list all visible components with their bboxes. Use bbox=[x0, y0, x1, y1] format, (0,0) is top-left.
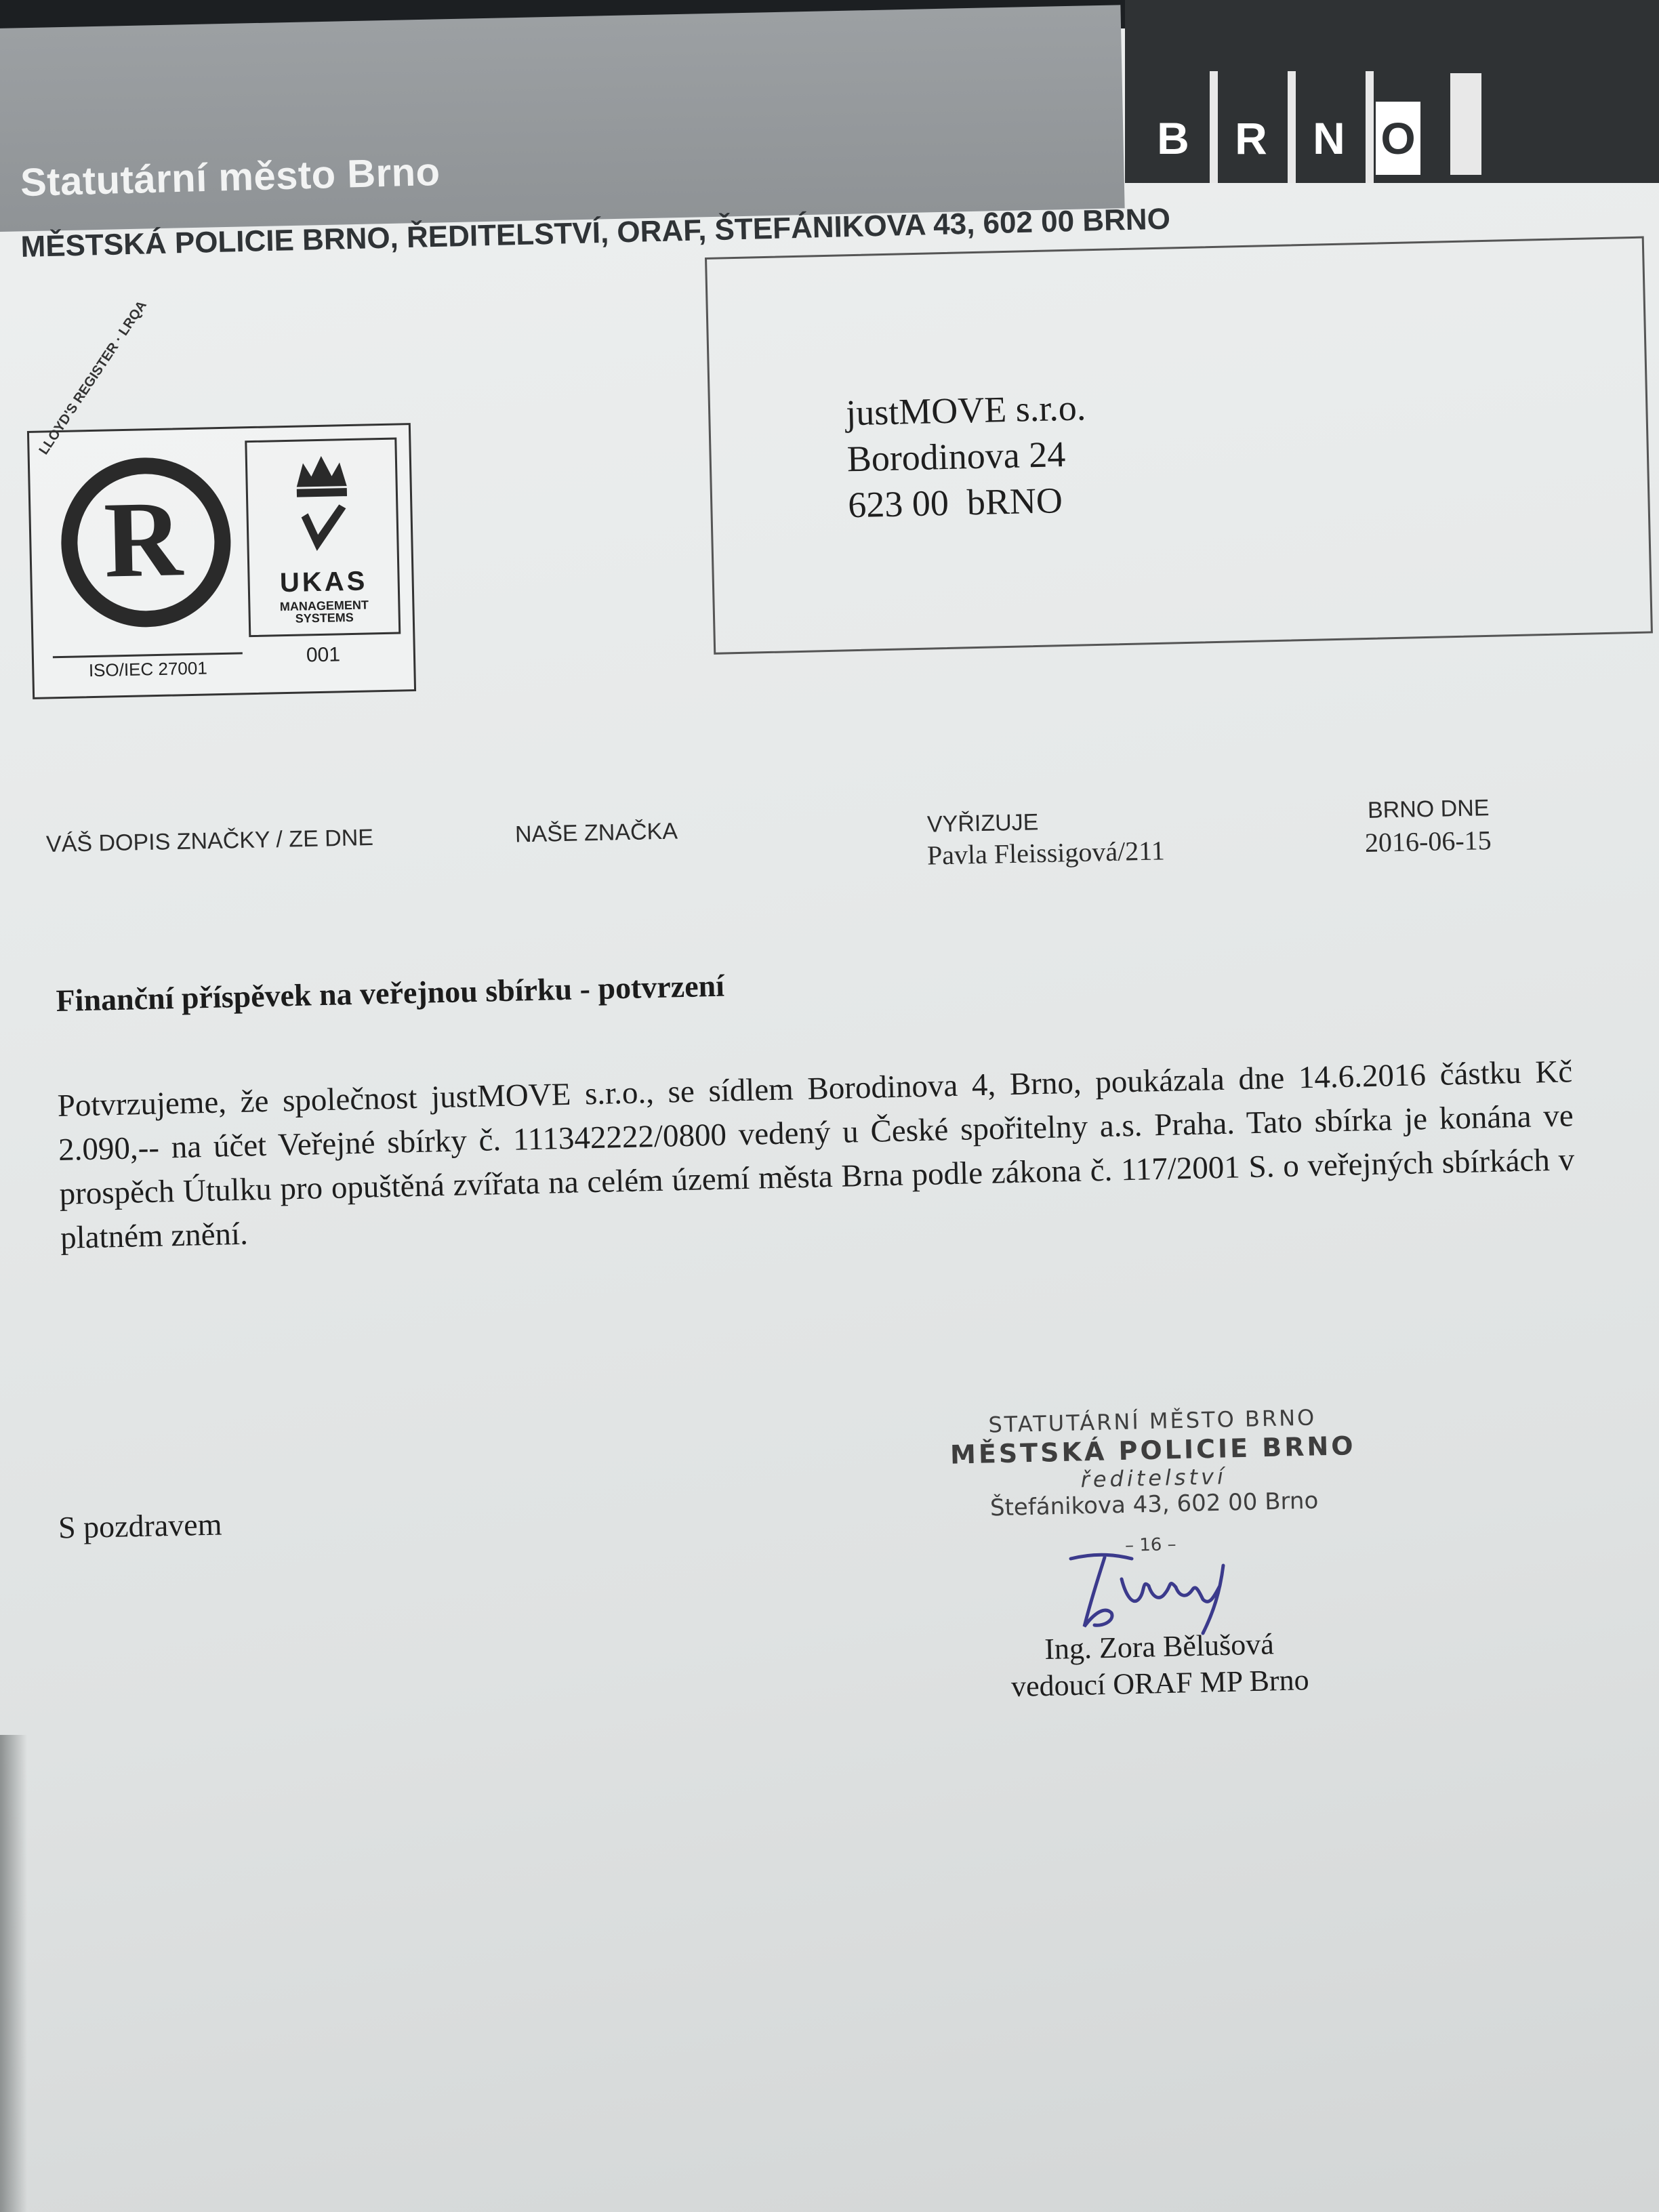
signatory bbox=[956, 1624, 1364, 1706]
brno-letter-r: R bbox=[1235, 113, 1267, 163]
stamp-number: – 16 – bbox=[1124, 1534, 1176, 1556]
signatory-title: vedoucí ORAF MP Brno bbox=[1010, 1663, 1310, 1704]
certification-logos bbox=[27, 298, 416, 699]
letter-body: Potvrzujeme, že společnost justMOVE s.r.o., se sídlem Borodinova 4, Brno, poukázala dne 14.6.2016 částku Kč 2.090,-- na účet Veřejné sbírky č. 111342222/0800 vedený u České spořitelny a.s. Praha. Tato sbírka je konána ve prospěch Útulku pro opuštěná zvířata na celém území města Brna podle zákona č. 117/2001 S. o veřejných sbírkách v platném znění. bbox=[57, 1054, 1575, 1256]
address-window bbox=[705, 237, 1653, 655]
brno-divider bbox=[1210, 71, 1218, 183]
your-letter-label: VÁŠ DOPIS ZNAČKY / ZE DNE bbox=[45, 824, 374, 858]
page-shadow bbox=[0, 1735, 27, 2212]
official-stamp bbox=[942, 1404, 1365, 1523]
brno-divider bbox=[1366, 71, 1374, 183]
signatory-name: Ing. Zora Bělušová bbox=[1044, 1627, 1275, 1666]
stamp-line-city: STATUTÁRNÍ MĚSTO BRNO bbox=[988, 1404, 1317, 1438]
brno-letter-b: B bbox=[1157, 113, 1189, 163]
city-name: Statutární město Brno bbox=[20, 149, 441, 205]
stamp-line-police: MĚSTSKÁ POLICIE BRNO bbox=[949, 1431, 1357, 1470]
brno-letter-n: N bbox=[1313, 113, 1345, 163]
ukas-subtitle: MANAGEMENT SYSTEMS bbox=[279, 598, 369, 626]
recipient-name: justMOVE s.r.o. bbox=[845, 387, 1086, 434]
lrqa-logo-mark: R bbox=[102, 478, 184, 600]
ukas-number: 001 bbox=[306, 643, 341, 667]
lrqa-ring-text: LLOYD'S REGISTER · LRQA bbox=[36, 298, 150, 457]
ukas-logo bbox=[245, 438, 401, 638]
letter-subject: Finanční příspěvek na veřejnou sbírku - potvrzení bbox=[56, 968, 725, 1018]
brno-letter-o: O bbox=[1376, 102, 1420, 175]
brno-logo bbox=[1125, 0, 1659, 183]
handled-by-value: Pavla Fleissigová/211 bbox=[926, 835, 1166, 871]
recipient-city: 623 00 bRNO bbox=[847, 480, 1063, 526]
date-label: BRNO DNE bbox=[1367, 795, 1490, 823]
date-value: 2016-06-15 bbox=[1364, 825, 1492, 858]
sender-address: MĚSTSKÁ POLICIE BRNO, ŘEDITELSTVÍ, ORAF, ŠTEFÁNIKOVA 43, 602 00 BRNO bbox=[20, 202, 1171, 264]
ukas-name: UKAS bbox=[279, 566, 368, 598]
recipient-street: Borodinova 24 bbox=[846, 434, 1066, 480]
iso-caption: ISO/IEC 27001 bbox=[53, 652, 243, 682]
crown-icon bbox=[291, 449, 354, 565]
stamp-line-directorate: ředitelství bbox=[1080, 1463, 1227, 1493]
greeting: S pozdravem bbox=[58, 1507, 222, 1545]
brno-divider bbox=[1288, 71, 1296, 183]
brno-divider bbox=[1450, 73, 1481, 175]
stamp-line-address: Štefánikova 43, 602 00 Brno bbox=[989, 1487, 1319, 1522]
handled-by-label: VYŘIZUJE bbox=[926, 809, 1039, 838]
our-reference-label: NAŠE ZNAČKA bbox=[514, 818, 678, 848]
